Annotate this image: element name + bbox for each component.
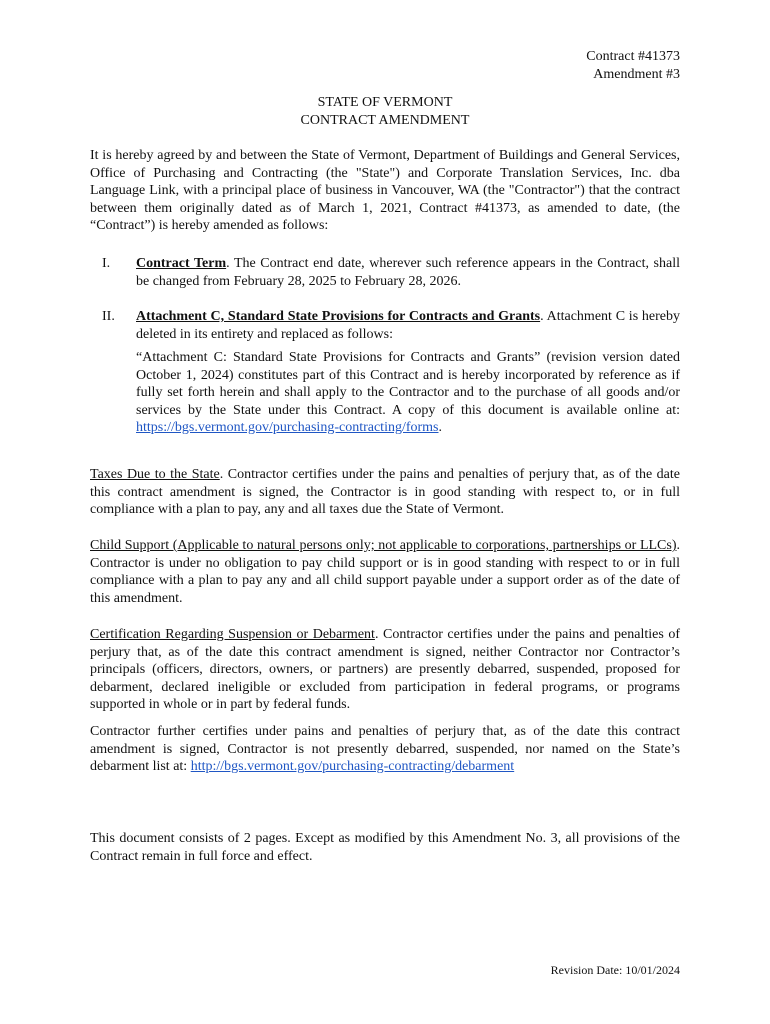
item-heading: Contract Term <box>136 256 227 271</box>
taxes-text: . Contractor certifies under the pains and penalties of perjury that, as of the date this contract amendment is signed, the Contractor is in good standing with respect to, or in full compliance with a plan to pay, any and all taxes due the State of Vermont. <box>90 467 680 517</box>
item-text: . The Contract end date, wherever such reference appears in the Contract, shall be changed from February 28, 2025 to February 28, 2026. <box>136 256 680 289</box>
item-content <box>136 255 680 290</box>
certification-paragraph <box>90 626 680 714</box>
contract-number: Contract #41373 <box>586 49 680 64</box>
certification-text: . Contractor certifies under the pains and penalties of perjury that, as of the date this contract amendment is signed, neither Contractor nor Contractor’s principals (officers, directors, owners, or partners) are presently debarred, suspended, proposed for debarment, declared ineligible or excluded from participation in federal programs, or programs supported in whole or in part by federal funds. <box>90 627 680 712</box>
item-numeral: I. <box>102 256 111 271</box>
child-support-text: . Contractor is under no obligation to pay child support or is in good standing with respect to or in full compliance with a plan to pay any and all child support payable under a support order as of the date of this amendment. <box>90 538 680 606</box>
child-support-heading: Child Support (Applicable to natural persons only; not applicable to corporations, partnerships or LLCs) <box>90 538 677 553</box>
amendment-item-1 <box>90 255 680 290</box>
debarment-paragraph <box>90 723 680 776</box>
certification-heading: Certification Regarding Suspension or Debarment <box>90 627 375 642</box>
taxes-paragraph <box>90 466 680 519</box>
debarment-link[interactable]: http://bgs.vermont.gov/purchasing-contracting/debarment <box>190 759 515 774</box>
amendment-item-2 <box>90 308 680 437</box>
quote-end: . <box>438 420 443 435</box>
intro-paragraph: It is hereby agreed by and between the State of Vermont, Department of Buildings and General Services, Office of Purchasing and Contracting (the "State") and Corporate Translation Services, Inc. dba Language Link, with a principal place of business in Vancouver, WA (the "Contractor") that the contract between them originally dated as of March 1, 2021, Contract #41373, as amended to date, (the “Contract”) is hereby amended as follows: <box>90 148 680 233</box>
revision-date: Revision Date: 10/01/2024 <box>550 963 680 977</box>
forms-link[interactable]: https://bgs.vermont.gov/purchasing-contracting/forms <box>136 420 439 435</box>
child-support-paragraph <box>90 537 680 607</box>
quote-text: “Attachment C: Standard State Provisions for Contracts and Grants” (revision version dated October 1, 2024) constitutes part of this Contract and is hereby incorporated by reference as if fully set forth herein and shall apply to the Contractor and to the purchase of all goods and/or services by the State under this Contract. A copy of this document is available online at: <box>136 350 680 418</box>
title-line-2: CONTRACT AMENDMENT <box>300 113 470 128</box>
item-heading: Attachment C, Standard State Provisions for Contracts and Grants <box>136 309 541 324</box>
closing-paragraph: This document consists of 2 pages. Except as modified by this Amendment No. 3, all provisions of the Contract remain in full force and effect. <box>90 831 680 864</box>
title-line-1: STATE OF VERMONT <box>317 95 453 110</box>
item-text: . Attachment C is hereby deleted in its entirety and replaced as follows: <box>136 309 680 342</box>
taxes-heading: Taxes Due to the State <box>90 467 220 482</box>
amendment-number: Amendment #3 <box>593 67 680 82</box>
debarment-text: Contractor further certifies under pains and penalties of perjury that, as of the date this contract amendment is signed, Contractor is not presently debarred, suspended, nor named on the State’s debarment list at: <box>90 724 680 774</box>
contract-header <box>586 48 680 84</box>
document-title <box>0 94 770 130</box>
item-content <box>136 308 680 343</box>
attachment-c-quote <box>136 349 680 437</box>
item-numeral: II. <box>102 309 115 324</box>
